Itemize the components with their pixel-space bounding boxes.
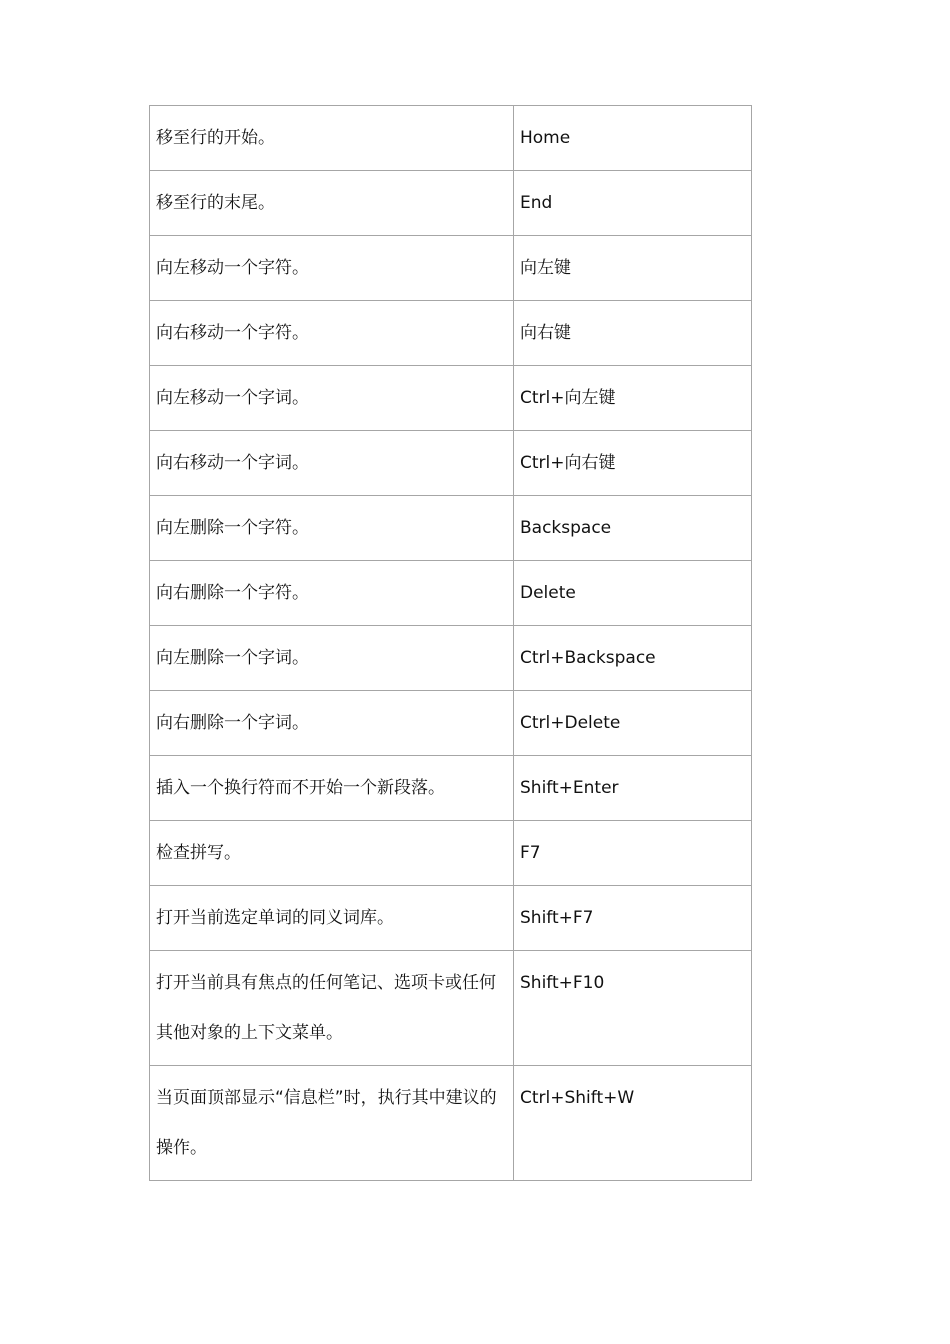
shortcut-cell: Ctrl+向右键 <box>514 431 752 496</box>
action-cell: 移至行的开始。 <box>150 106 514 171</box>
table-row <box>150 886 752 951</box>
table-row <box>150 171 752 236</box>
shortcut-cell: End <box>514 171 752 236</box>
table-row <box>150 626 752 691</box>
table-row <box>150 496 752 561</box>
action-cell: 移至行的末尾。 <box>150 171 514 236</box>
action-cell: 插入一个换行符而不开始一个新段落。 <box>150 756 514 821</box>
shortcut-cell: 向右键 <box>514 301 752 366</box>
shortcut-cell: Shift+F7 <box>514 886 752 951</box>
action-cell: 当页面顶部显示“信息栏”时，执行其中建议的操作。 <box>150 1066 514 1181</box>
table-row <box>150 1066 752 1181</box>
shortcut-cell: F7 <box>514 821 752 886</box>
shortcut-cell: Ctrl+向左键 <box>514 366 752 431</box>
shortcut-cell: Ctrl+Shift+W <box>514 1066 752 1181</box>
table-row <box>150 106 752 171</box>
action-cell: 打开当前选定单词的同义词库。 <box>150 886 514 951</box>
shortcut-cell: Shift+Enter <box>514 756 752 821</box>
action-cell: 打开当前具有焦点的任何笔记、选项卡或任何其他对象的上下文菜单。 <box>150 951 514 1066</box>
shortcut-cell: Shift+F10 <box>514 951 752 1066</box>
action-cell: 向左移动一个字符。 <box>150 236 514 301</box>
shortcut-cell: Ctrl+Backspace <box>514 626 752 691</box>
action-cell: 向左删除一个字词。 <box>150 626 514 691</box>
table-row <box>150 561 752 626</box>
shortcut-cell: Home <box>514 106 752 171</box>
shortcut-table <box>149 105 752 1181</box>
table-row <box>150 756 752 821</box>
action-cell: 检查拼写。 <box>150 821 514 886</box>
action-cell: 向左移动一个字词。 <box>150 366 514 431</box>
table-row <box>150 431 752 496</box>
action-cell: 向右移动一个字符。 <box>150 301 514 366</box>
action-cell: 向右删除一个字符。 <box>150 561 514 626</box>
table-row <box>150 366 752 431</box>
table-row <box>150 691 752 756</box>
shortcut-cell: 向左键 <box>514 236 752 301</box>
shortcut-cell: Delete <box>514 561 752 626</box>
table-row <box>150 821 752 886</box>
table-row <box>150 951 752 1066</box>
action-cell: 向右删除一个字词。 <box>150 691 514 756</box>
table-row <box>150 301 752 366</box>
shortcut-cell: Backspace <box>514 496 752 561</box>
action-cell: 向右移动一个字词。 <box>150 431 514 496</box>
table-row <box>150 236 752 301</box>
shortcut-cell: Ctrl+Delete <box>514 691 752 756</box>
action-cell: 向左删除一个字符。 <box>150 496 514 561</box>
